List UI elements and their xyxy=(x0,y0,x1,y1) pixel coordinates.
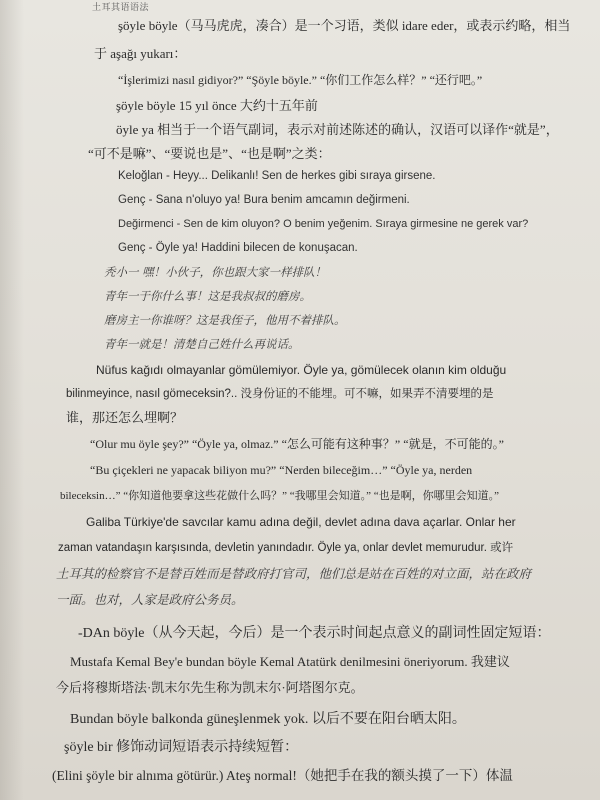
text-line: Nüfus kağıdı olmayanlar gömülemiyor. Öyle ya, gömülecek olanın kim olduğu xyxy=(96,363,507,377)
text-line: “可不是嘛”、“要说也是”、“也是啊”之类： xyxy=(88,146,331,161)
dialogue-line: Keloğlan - Heyy... Delikanlı! Sen de herkes gibi sıraya girsene. xyxy=(118,170,436,182)
translation-line: 青年一就是！清楚自己姓什么再说话。 xyxy=(104,337,300,351)
text-line: Mustafa Kemal Bey'e bundan böyle Kemal Atatürk denilmesini öneriyorum. 我建议 xyxy=(70,654,510,669)
text-line: 于 aşağı yukarı： xyxy=(94,46,187,61)
translation-line: 秃小一 嘿！小伙子，你也跟大家一样排队！ xyxy=(104,265,327,279)
text-line: (Elini şöyle bir alnıma götürür.) Ateş normal!（她把手在我的额头摸了一下）体温 xyxy=(52,768,513,783)
text-line: şöyle böyle 15 yıl önce 大约十五年前 xyxy=(116,98,318,113)
text-line: “İşlerimizi nasıl gidiyor?” “Şöyle böyle.” “你们工作怎么样？” “还行吧。” xyxy=(118,73,483,87)
dialogue-line: Değirmenci - Sen de kim oluyon? O benim yeğenim. Sıraya girmesine ne gerek var? xyxy=(118,218,529,230)
text-line: “Bu çiçekleri ne yapacak biliyon mu?” “Nerden bileceğim…” “Öyle ya, nerden xyxy=(90,463,473,477)
dialogue-line: Genç - Sana n'oluyo ya! Bura benim amcamın değirmeni. xyxy=(118,194,410,206)
text-line: Galiba Türkiye'de savcılar kamu adına değil, devlet adına dava açarlar. Onlar her xyxy=(86,515,516,529)
running-header: 土耳其语语法 xyxy=(92,3,150,13)
text-line: bileceksin…” “你知道他要拿这些花做什么吗？” “我哪里会知道。” “也是啊，你哪里会知道。” xyxy=(60,490,500,502)
translation-line: 一面。也对，人家是政府公务员。 xyxy=(56,592,244,607)
text-line: öyle ya 相当于一个语气副词，表示对前述陈述的确认，汉语可以译作“就是”， xyxy=(116,122,559,137)
translation-line: 青年一于你什么事！这是我叔叔的磨房。 xyxy=(104,289,311,303)
text-line: bilinmeyince, nasıl gömeceksin?.. 没身份证的不能埋。可不嘛，如果弄不清要埋的是 xyxy=(66,388,494,400)
page-shadow xyxy=(0,0,24,800)
translation-line: 磨房主一你谁呀？这是我侄子，他用不着排队。 xyxy=(104,313,346,327)
translation-line: 土耳其的检察官不是替百姓而是替政府打官司，他们总是站在百姓的对立面，站在政府 xyxy=(56,566,532,581)
text-line: “Olur mu öyle şey?” “Öyle ya, olmaz.” “怎么可能有这种事？” “就是，不可能的。” xyxy=(90,437,504,451)
dialogue-line: Genç - Öyle ya! Haddini bilecen de konuşacan. xyxy=(118,242,358,254)
text-line: Bundan böyle balkonda güneşlenmek yok. 以后不要在阳台晒太阳。 xyxy=(70,712,466,727)
text-line: şöyle böyle（马马虎虎，凑合）是一个习语，类似 idare eder，或表示约略，相当 xyxy=(118,18,571,33)
text-line: 谁，那还怎么埋啊？ xyxy=(66,410,184,425)
text-line: 今后将穆斯塔法·凯末尔先生称为凯末尔·阿塔图尔克。 xyxy=(56,680,364,695)
text-line: -DAn böyle（从今天起，今后）是一个表示时间起点意义的副词性固定短语： xyxy=(78,626,551,641)
text-line: şöyle bir 修饰动词短语表示持续短暂： xyxy=(64,740,299,755)
text-line: zaman vatandaşın karşısında, devletin yanındadır. Öyle ya, onlar devlet memurudur. 或许 xyxy=(58,542,514,554)
